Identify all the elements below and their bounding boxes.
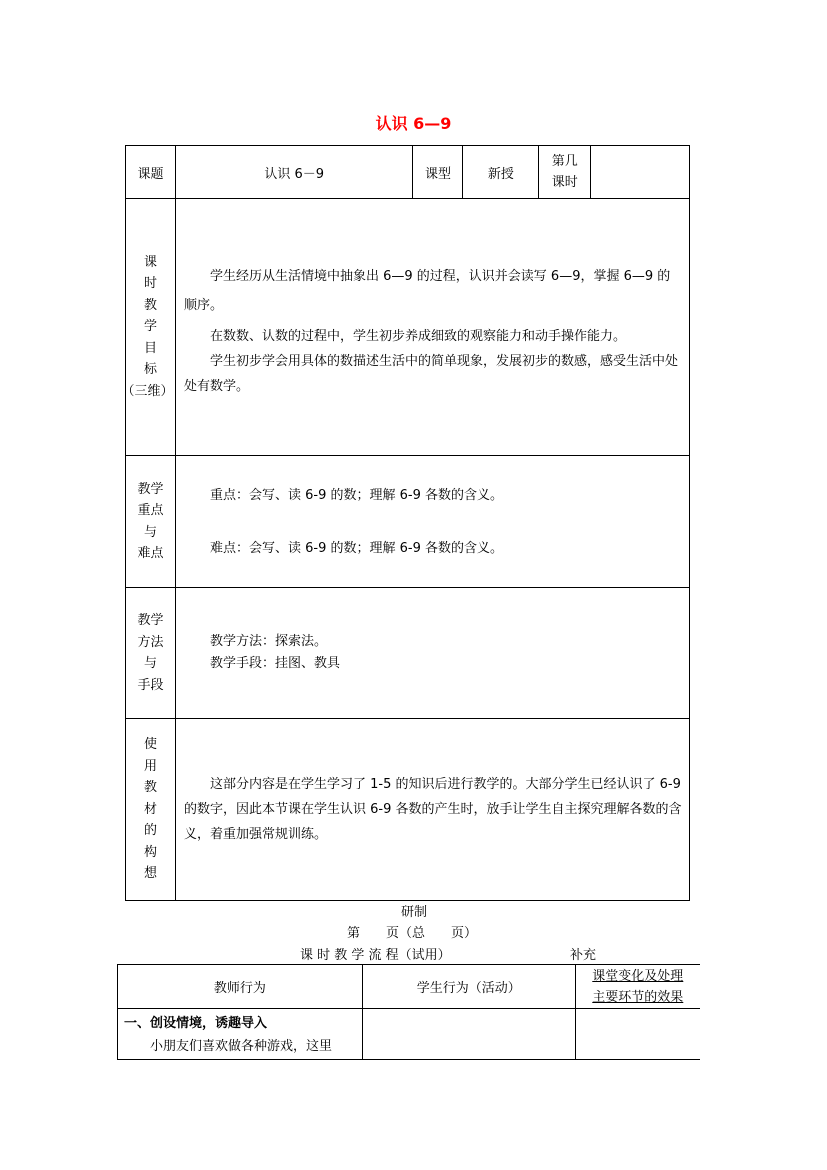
classroom-change-cell: [575, 1009, 700, 1060]
objectives-label: [121, 199, 176, 456]
classroom-change-line1: 课堂变化及处理: [592, 968, 684, 984]
flow-title: 课 时 教 学 流 程（试用）: [300, 948, 451, 963]
key-points-label-part: 教学: [137, 481, 164, 497]
material-label-char: 使: [143, 737, 157, 753]
material-label-char: 想: [143, 866, 157, 882]
material-label-char: 材: [143, 801, 157, 817]
material-label: [126, 719, 176, 901]
objectives-label-char: 时: [143, 276, 157, 292]
objectives-content: [175, 199, 689, 456]
student-behavior-cell: [362, 1009, 575, 1060]
page-count: 第 页（总 页）: [347, 926, 478, 941]
objective-3: 学生初步学会用具体的数描述生活中的简单现象，发展初步的数感，感受生活中处处有数学。: [183, 354, 678, 394]
page-title: 认识 6—9: [375, 114, 452, 133]
material-label-char: 的: [143, 823, 157, 839]
objective-1: 学生经历从生活情境中抽象出 6—9 的过程，认识并会读写 6—9，掌握 6—9 的顺序。: [183, 269, 671, 313]
supplement-label: 补充: [570, 948, 597, 963]
teacher-behavior-header: 教师行为: [118, 965, 363, 1009]
methods-label: [126, 588, 176, 719]
methods-label-part: 与: [143, 656, 157, 671]
classroom-change-header: [575, 965, 700, 1009]
key-point-focus: 重点：会写、读 6-9 的数；理解 6-9 各数的含义。: [209, 487, 503, 503]
topic-value: 认识 6－9: [175, 146, 413, 199]
key-points-label-part: 难点: [137, 546, 164, 561]
flow-table: [117, 964, 700, 1060]
teacher-behavior-cell: [118, 1009, 363, 1060]
material-label-char: 构: [143, 844, 157, 860]
period-value: [591, 146, 690, 199]
period-label-line1: 第几: [551, 154, 578, 169]
key-points-label-part: 与: [143, 524, 157, 540]
objectives-label-char: 学: [143, 319, 157, 335]
period-label: [539, 146, 591, 199]
type-value: 新授: [463, 146, 539, 199]
methods-label-part: 方法: [137, 634, 164, 650]
objective-2: 在数数、认数的过程中，学生初步养成细致的观察能力和动手操作能力。: [209, 329, 626, 344]
material-label-char: 用: [143, 758, 157, 774]
period-label-line2: 课时: [551, 175, 578, 190]
classroom-change-line2: 主要环节的效果: [592, 989, 684, 1005]
lesson-plan-table: [121, 145, 690, 901]
material-label-char: 教: [143, 780, 157, 796]
material-content: [175, 719, 689, 901]
objectives-label-char: （三维）: [121, 383, 174, 399]
objectives-label-char: 标: [143, 362, 157, 378]
methods-content: [175, 588, 689, 719]
objectives-label-char: 目: [143, 340, 157, 356]
objectives-label-char: 课: [143, 254, 157, 270]
key-points-label: [126, 456, 176, 588]
prepared-label: 研制: [401, 905, 428, 920]
methods-label-part: 教学: [137, 613, 164, 628]
material-text: 这部分内容是在学生学习了 1-5 的知识后进行教学的。大部分学生已经认识了 6-9 的数字，因此本节课在学生认识 6-9 各数的产生时，放手让学生自主探究理解各数的含义，着重加强常规训练。: [183, 777, 682, 842]
key-points-content: [175, 456, 689, 588]
section-text: 小朋友们喜欢做各种游戏，这里: [150, 1039, 333, 1054]
objectives-label-char: 教: [143, 297, 157, 313]
topic-label: 课题: [126, 146, 176, 199]
teaching-means: 教学手段：挂图、教具: [209, 656, 340, 671]
type-label: 课型: [413, 146, 463, 199]
key-points-label-part: 重点: [137, 503, 164, 518]
student-behavior-header: 学生行为（活动）: [362, 965, 575, 1009]
teaching-method: 教学方法：探索法。: [209, 634, 327, 649]
section-heading: 一、创设情境，诱趣导入: [124, 1016, 268, 1031]
methods-label-part: 手段: [137, 677, 164, 693]
key-point-difficulty: 难点：会写、读 6-9 的数；理解 6-9 各数的含义。: [209, 540, 503, 556]
